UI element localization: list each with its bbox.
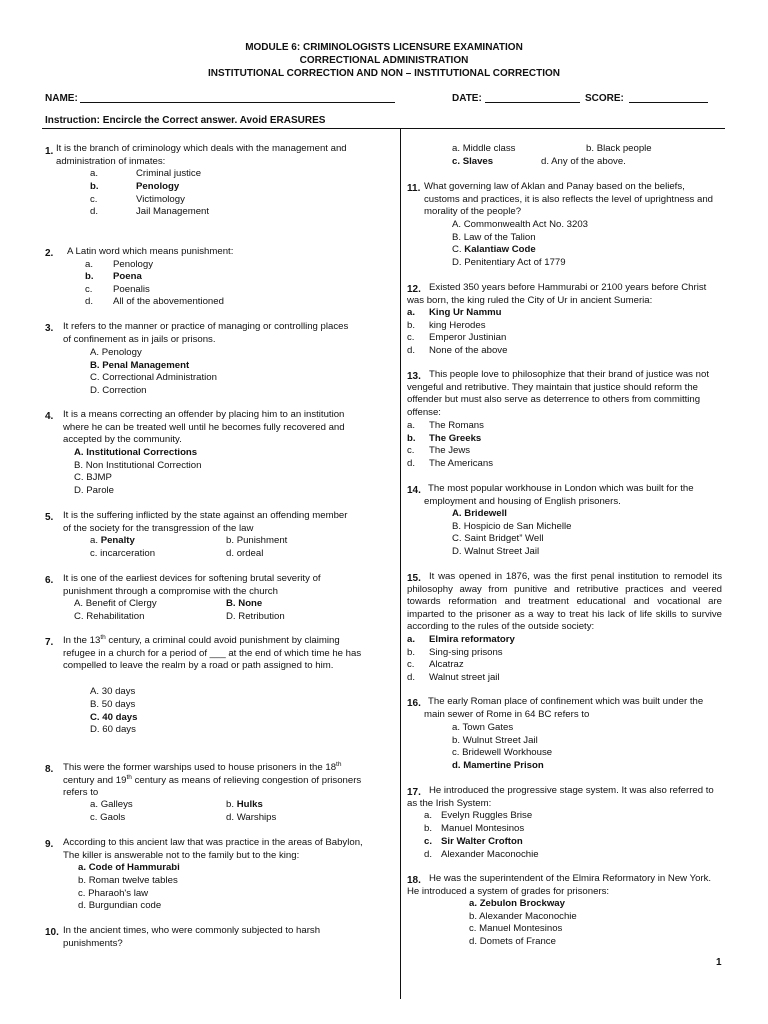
option-letter: C. [74, 472, 84, 483]
question-number: 13. [407, 371, 421, 382]
option-letter: d. [541, 156, 550, 167]
option-text: Parole [86, 485, 114, 496]
option-text: All of the abovementioned [113, 296, 224, 307]
option-c[interactable] [452, 533, 544, 546]
option-letter: c. [90, 548, 98, 559]
option-text: Penology [101, 347, 142, 358]
option-letter: d. [452, 760, 461, 771]
date-label: DATE: [452, 93, 482, 104]
question-text: He introduced the progressive stage system. It was also referred to as the Irish System: [407, 785, 714, 809]
question-number: 12. [407, 284, 421, 295]
option-letter: B. [452, 232, 462, 243]
option-text: BJMP [86, 472, 112, 483]
question-number: 5. [45, 512, 54, 523]
option-text: King Ur Nammu [429, 307, 502, 318]
option-d[interactable] [541, 156, 626, 169]
option-text: Alcatraz [429, 659, 464, 670]
option-letter: d. [407, 458, 416, 469]
option-text: 30 days [101, 686, 136, 697]
option-text: ordeal [236, 548, 264, 559]
option-d[interactable] [407, 458, 415, 471]
exam-subtitle: CORRECTIONAL ADMINISTRATION [299, 55, 469, 66]
option-b[interactable] [226, 598, 262, 611]
option-letter: b. [226, 535, 235, 546]
option-text: Institutional Corrections [86, 447, 198, 458]
option-b[interactable] [407, 647, 415, 660]
option-letter: a. [78, 862, 87, 873]
option-c[interactable] [90, 194, 97, 207]
option-d[interactable] [85, 296, 93, 309]
option-letter: C. [90, 372, 100, 383]
option-text: Burgundian code [88, 900, 162, 911]
option-c[interactable] [90, 812, 125, 825]
question-number: 2. [45, 248, 54, 259]
option-b[interactable] [226, 799, 263, 812]
option-c[interactable] [74, 611, 144, 624]
option-text: Correctional Administration [102, 372, 217, 383]
option-d[interactable] [226, 611, 285, 624]
option-letter: a. [407, 634, 416, 645]
option-text: Saint Bridget” Well [464, 533, 544, 544]
option-text: Evelyn Ruggles Brise [441, 810, 533, 821]
option-letter: D. [452, 257, 462, 268]
option-a[interactable] [407, 307, 415, 320]
option-letter: d. [226, 812, 235, 823]
option-letter: D. [74, 485, 84, 496]
option-letter: b. [424, 823, 433, 834]
option-letter: B. [452, 521, 462, 532]
option-letter: D. [226, 611, 236, 622]
option-a[interactable] [424, 810, 432, 823]
option-c[interactable] [85, 284, 92, 297]
option-text: Any of the above. [551, 156, 626, 167]
exam-title: MODULE 6: CRIMINOLOGISTS LICENSURE EXAMINATION [245, 42, 523, 53]
option-text: None of the above [429, 345, 508, 356]
question-number: 1. [45, 146, 54, 157]
option-a[interactable] [74, 447, 197, 460]
option-text: Bridewell Workhouse [462, 747, 553, 758]
question-text: This people love to philosophize that their brand of justice was not vengeful and retributive. They maintain that justice should reform the offender but must also serve as deterrence to others from committing offense: [407, 369, 709, 418]
option-text: Roman twelve tables [88, 875, 178, 886]
option-letter: a. [90, 799, 99, 810]
option-text: Alexander Maconochie [479, 911, 577, 922]
question-text: Existed 350 years before Hammurabi or 2100 years before Christ was born, the king ruled the City of Ur in ancient Sumeria: [407, 282, 707, 306]
option-text: Hospicio de San Michelle [463, 521, 572, 532]
question-number: 17. [407, 787, 421, 798]
option-letter: b. [78, 875, 87, 886]
option-b[interactable] [407, 320, 415, 333]
option-text: Victimology [136, 194, 185, 205]
name-label: NAME: [45, 93, 78, 104]
option-d[interactable] [424, 849, 432, 862]
question-number: 4. [45, 411, 54, 422]
option-text: king Herodes [429, 320, 486, 331]
question-number: 16. [407, 698, 421, 709]
option-text: The Americans [429, 458, 493, 469]
name-field[interactable] [80, 92, 395, 103]
option-a[interactable] [452, 143, 515, 156]
score-label: SCORE: [585, 93, 624, 104]
option-text: The Romans [429, 420, 484, 431]
option-letter: A. [452, 508, 462, 519]
option-a[interactable] [90, 168, 98, 181]
option-c[interactable] [424, 836, 432, 849]
option-text: Non Institutional Correction [85, 460, 202, 471]
option-b[interactable] [78, 875, 178, 888]
page-number: 1 [716, 957, 722, 968]
option-letter: C. [452, 244, 462, 255]
option-a[interactable] [452, 219, 588, 232]
option-letter: A. [90, 686, 100, 697]
option-a[interactable] [452, 722, 513, 735]
option-c[interactable] [452, 156, 493, 169]
option-text: Jail Management [136, 206, 210, 217]
option-letter: a. [85, 259, 94, 270]
question-number: 18. [407, 875, 421, 886]
option-b[interactable] [452, 735, 538, 748]
option-d[interactable] [226, 548, 263, 561]
question-number: 9. [45, 839, 54, 850]
option-text: Correction [102, 385, 147, 396]
option-letter: A. [74, 447, 84, 458]
question-number: 15. [407, 573, 421, 584]
option-b[interactable] [586, 143, 652, 156]
score-field[interactable] [629, 92, 708, 103]
option-d[interactable] [452, 760, 544, 773]
instruction-text: Instruction: Encircle the Correct answer. Avoid ERASURES [45, 115, 326, 126]
option-letter: b. [469, 911, 478, 922]
option-text: Emperor Justinian [429, 332, 507, 343]
option-letter: c. [407, 659, 415, 670]
question-text: It is the suffering inflicted by the state against an offending member of the society for the transgression of the law [63, 510, 348, 534]
option-text: Penal Management [102, 360, 190, 371]
option-c[interactable] [452, 244, 536, 257]
option-letter: a. [469, 898, 478, 909]
question-number: 7. [45, 637, 54, 648]
option-text: Domets of France [479, 936, 556, 947]
option-letter: a. [407, 307, 416, 318]
option-b[interactable] [469, 911, 577, 924]
option-text: Middle class [462, 143, 516, 154]
question-text: It is a means correcting an offender by placing him to an institution where he can be treated well until he becomes fully recovered and accepted by the community. [63, 409, 345, 446]
option-a[interactable] [78, 862, 180, 875]
option-a[interactable] [90, 347, 142, 360]
option-letter: d. [85, 296, 94, 307]
option-c[interactable] [78, 888, 148, 901]
option-c[interactable] [90, 548, 155, 561]
option-a[interactable] [90, 686, 135, 699]
option-letter: d. [407, 345, 416, 356]
question-text: It was opened in 1876, was the first penal institution to remodel its philosophy away from punitive and retributive practices and veered towards reformation and treatment educational and vocational are imparted to the prisoner as a way to treat his lack of life skills to survive according to the rules of the outside society: [407, 571, 722, 633]
option-text: incarceration [100, 548, 156, 559]
option-a[interactable] [407, 420, 415, 433]
option-letter: b. [586, 143, 595, 154]
option-a[interactable] [407, 634, 415, 647]
option-c[interactable] [407, 332, 414, 345]
question-text: A Latin word which means punishment: [67, 246, 234, 257]
option-text: Walnut street jail [429, 672, 500, 683]
option-d[interactable] [90, 724, 136, 737]
option-letter: c. [78, 888, 86, 899]
date-field[interactable] [485, 92, 580, 103]
option-text: Alexander Maconochie [441, 849, 539, 860]
option-text: Poena [113, 271, 142, 282]
option-letter: b. [90, 181, 99, 192]
header-divider [42, 128, 725, 129]
option-d[interactable] [90, 385, 147, 398]
option-b[interactable] [90, 181, 99, 194]
option-text: Law of the Talion [463, 232, 536, 243]
option-text: Manuel Montesinos [479, 923, 563, 934]
option-text: Mamertine Prison [463, 760, 544, 771]
question-text: It is one of the earliest devices for softening brutal severity of punishment through a compromise with the church [63, 573, 321, 597]
option-letter: c. [424, 836, 433, 847]
option-letter: c. [452, 747, 460, 758]
option-letter: a. [452, 722, 461, 733]
question-text: The most popular workhouse in London which was built for the employment and housing of English prisoners. [424, 483, 694, 507]
option-a[interactable] [90, 535, 135, 548]
option-letter: d. [90, 206, 99, 217]
option-b[interactable] [226, 535, 287, 548]
question-number: 10. [45, 927, 59, 938]
question-text: He was the superintendent of the Elmira Reformatory in New York. He introduced a system of grades for prisoners: [407, 873, 712, 897]
option-letter: b. [226, 799, 235, 810]
option-c[interactable] [452, 747, 552, 760]
question-number: 11. [407, 183, 421, 194]
option-letter: b. [407, 320, 416, 331]
option-text: Kalantiaw Code [464, 244, 536, 255]
option-a[interactable] [90, 799, 133, 812]
option-text: Sing-sing prisons [429, 647, 503, 658]
question-text: In the ancient times, who were commonly subjected to harsh punishments? [63, 925, 321, 949]
option-text: Town Gates [462, 722, 514, 733]
question-text: This were the former warships used to house prisoners in the 18th century and 19th century as means of relieving congestion of prisoners refers to [63, 760, 362, 799]
question-text: What governing law of Aklan and Panay based on the beliefs, customs and practices, it is also reflects the level of uprightness and morality of the people? [424, 181, 714, 218]
option-text: Poenalis [113, 284, 150, 295]
option-c[interactable] [407, 659, 414, 672]
option-d[interactable] [74, 485, 114, 498]
option-text: Walnut Street Jail [464, 546, 540, 557]
option-text: Benefit of Clergy [85, 598, 157, 609]
option-text: Code of Hammurabi [88, 862, 180, 873]
option-letter: a. [90, 168, 99, 179]
option-b[interactable] [407, 433, 416, 446]
option-text: Penalty [100, 535, 135, 546]
option-d[interactable] [226, 812, 276, 825]
option-letter: d. [407, 672, 416, 683]
question-number: 14. [407, 485, 421, 496]
option-text: Manuel Montesinos [441, 823, 525, 834]
option-letter: b. [85, 271, 94, 282]
option-b[interactable] [90, 360, 189, 373]
option-letter: B. [74, 460, 84, 471]
option-letter: a. [452, 143, 461, 154]
option-text: Wulnut Street Jail [462, 735, 538, 746]
question-text: In the 13th century, a criminal could avoid punishment by claiming refugee in a church for a period of ___ at the end of which time he has compelled to leave the realm by a road or path assigned to him. [63, 633, 362, 672]
option-text: Gaols [100, 812, 126, 823]
option-letter: C. [90, 712, 100, 723]
option-text: Bridewell [464, 508, 507, 519]
option-c[interactable] [407, 445, 414, 458]
option-text: Retribution [238, 611, 285, 622]
column-divider [400, 129, 401, 999]
option-a[interactable] [452, 508, 507, 521]
option-d[interactable] [469, 936, 556, 949]
option-letter: a. [407, 420, 416, 431]
option-text: Zebulon Brockway [479, 898, 565, 909]
option-letter: A. [452, 219, 462, 230]
option-letter: c. [407, 332, 415, 343]
option-text: Penology [113, 259, 154, 270]
option-c[interactable] [74, 472, 112, 485]
option-letter: d. [424, 849, 433, 860]
option-text: Punishment [236, 535, 288, 546]
option-text: Commonwealth Act No. 3203 [463, 219, 588, 230]
option-b[interactable] [74, 460, 201, 473]
option-letter: a. [424, 810, 433, 821]
option-letter: C. [452, 533, 462, 544]
option-b[interactable] [424, 823, 432, 836]
option-a[interactable] [469, 898, 565, 911]
option-d[interactable] [452, 546, 539, 559]
exam-topic: INSTITUTIONAL CORRECTION AND NON – INSTITUTIONAL CORRECTION [207, 68, 561, 79]
option-letter: D. [90, 724, 100, 735]
question-text: The early Roman place of confinement which was built under the main sewer of Rome in 64 BC refers to [424, 696, 704, 720]
option-d[interactable] [78, 900, 161, 913]
option-text: The Jews [429, 445, 471, 456]
question-text: According to this ancient law that was practice in the areas of Babylon, The killer is answerable not to the family but to the king: [63, 837, 363, 861]
option-text: Pharaoh's law [88, 888, 149, 899]
option-b[interactable] [452, 232, 536, 245]
option-text: Slaves [462, 156, 494, 167]
option-d[interactable] [90, 206, 98, 219]
option-d[interactable] [452, 257, 566, 270]
question-text: It refers to the manner or practice of managing or controlling places of confinement as in jails or prisons. [63, 321, 349, 345]
option-letter: B. [90, 360, 100, 371]
option-text: Hulks [236, 799, 263, 810]
option-letter: d. [469, 936, 478, 947]
option-letter: c. [452, 156, 461, 167]
option-text: Galleys [100, 799, 133, 810]
option-text: Criminal justice [136, 168, 202, 179]
option-d[interactable] [407, 345, 415, 358]
option-d[interactable] [407, 672, 415, 685]
option-b[interactable] [90, 699, 135, 712]
option-letter: c. [469, 923, 477, 934]
option-b[interactable] [452, 521, 571, 534]
option-letter: b. [407, 647, 416, 658]
option-letter: D. [90, 385, 100, 396]
option-text: 40 days [102, 712, 138, 723]
option-letter: c. [90, 194, 98, 205]
option-letter: C. [74, 611, 84, 622]
option-text: Penology [136, 181, 180, 192]
option-text: None [238, 598, 263, 609]
option-c[interactable] [469, 923, 562, 936]
question-text: It is the branch of criminology which deals with the management and administration of inmates: [56, 143, 347, 167]
option-c[interactable] [90, 712, 137, 725]
option-b[interactable] [85, 271, 94, 284]
option-text: 60 days [102, 724, 136, 735]
option-a[interactable] [74, 598, 157, 611]
option-a[interactable] [85, 259, 93, 272]
option-letter: B. [226, 598, 236, 609]
option-c[interactable] [90, 372, 217, 385]
option-text: Rehabilitation [86, 611, 145, 622]
option-text: Penitentiary Act of 1779 [464, 257, 566, 268]
option-letter: a. [90, 535, 99, 546]
option-text: Sir Walter Crofton [441, 836, 523, 847]
option-letter: c. [407, 445, 415, 456]
option-letter: b. [452, 735, 461, 746]
question-number: 3. [45, 323, 54, 334]
option-letter: d. [226, 548, 235, 559]
option-letter: d. [78, 900, 87, 911]
question-number: 6. [45, 575, 54, 586]
option-letter: D. [452, 546, 462, 557]
question-number: 8. [45, 764, 54, 775]
option-text: The Greeks [429, 433, 482, 444]
option-letter: A. [74, 598, 84, 609]
option-letter: B. [90, 699, 100, 710]
option-letter: c. [85, 284, 93, 295]
option-text: 50 days [101, 699, 136, 710]
option-letter: A. [90, 347, 100, 358]
option-text: Elmira reformatory [429, 634, 515, 645]
option-text: Warships [236, 812, 277, 823]
option-letter: b. [407, 433, 416, 444]
option-text: Black people [596, 143, 652, 154]
option-letter: c. [90, 812, 98, 823]
